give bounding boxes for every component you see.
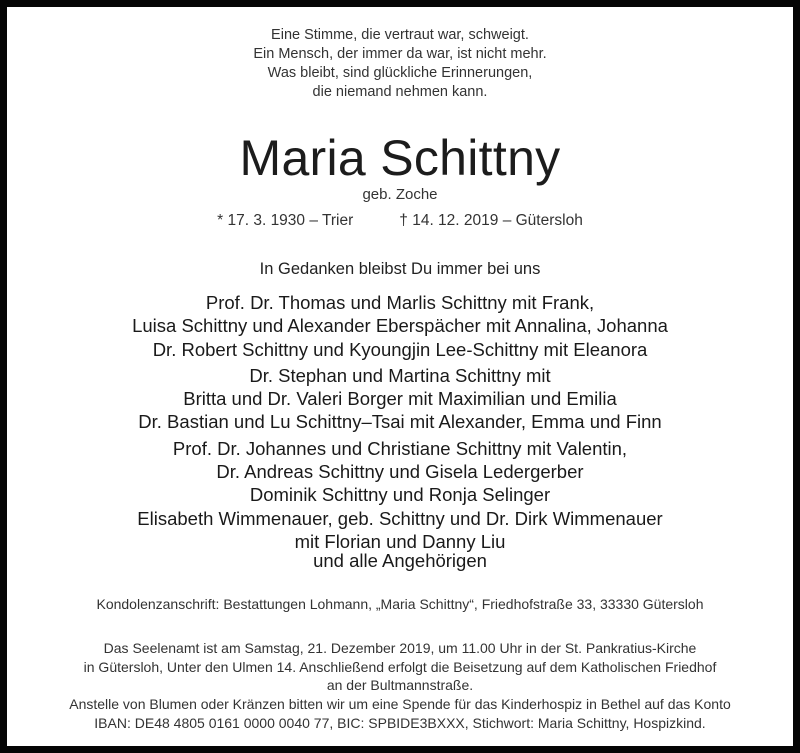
maiden-name: geb. Zoche <box>362 186 438 203</box>
remembrance-line: In Gedanken bleibst Du immer bei uns <box>259 260 541 278</box>
service-line: an der Bultmannstraße. <box>326 677 474 693</box>
deceased-name: Maria Schittny <box>239 130 561 186</box>
condolence-address: Kondolenzanschrift: Bestattungen Lohmann, „Maria Schittny“, Friedhofstraße 33, 33330 Gütersloh <box>96 596 704 612</box>
donation-line: IBAN: DE48 4805 0161 0000 0040 77, BIC: SPBIDE3BXXX, Stichwort: Maria Schittny, Hospizkind. <box>94 714 706 731</box>
mourner-line: Dr. Andreas Schittny und Gisela Ledergerber <box>216 461 584 483</box>
donation-info <box>7 695 793 732</box>
life-dates <box>7 210 793 232</box>
service-line: in Gütersloh, Unter den Ulmen 14. Anschließend erfolgt die Beisetzung auf dem Katholischen Friedhof <box>83 658 717 675</box>
poem-line: Was bleibt, sind glückliche Erinnerungen, <box>267 65 533 81</box>
poem-line: Ein Mensch, der immer da war, ist nicht mehr. <box>253 46 547 62</box>
memorial-poem <box>7 26 793 102</box>
relatives-line: und alle Angehörigen <box>313 550 487 571</box>
mourner-line: Elisabeth Wimmenauer, geb. Schittny und Dr. Dirk Wimmenauer <box>137 507 663 529</box>
mourner-line: Prof. Dr. Thomas und Marlis Schittny mit Frank, <box>205 292 595 313</box>
mourner-line: Dominik Schittny und Ronja Selinger <box>249 484 551 506</box>
mourner-line: Luisa Schittny und Alexander Eberspächer mit Annalina, Johanna <box>132 315 668 337</box>
service-line: Das Seelenamt ist am Samstag, 21. Dezember 2019, um 11.00 Uhr in der St. Pankratius-Kirche <box>103 640 697 656</box>
mourner-line: Prof. Dr. Johannes und Christiane Schittny mit Valentin, <box>172 437 628 459</box>
birth-date: * 17. 3. 1930 – Trier <box>217 212 354 229</box>
poem-line: Eine Stimme, die vertraut war, schweigt. <box>271 27 529 43</box>
mourner-line: Dr. Bastian und Lu Schittny–Tsai mit Alexander, Emma und Finn <box>138 411 662 433</box>
funeral-service-info <box>7 639 793 695</box>
mourner-line: Dr. Stephan und Martina Schittny mit <box>249 364 551 386</box>
mourner-line: mit Florian und Danny Liu <box>294 530 506 552</box>
death-date: † 14. 12. 2019 – Gütersloh <box>399 212 583 229</box>
mourner-line: Britta und Dr. Valeri Borger mit Maximilian und Emilia <box>183 388 617 410</box>
mourners-list <box>7 291 793 553</box>
donation-line: Anstelle von Blumen oder Kränzen bitten wir um eine Spende für das Kinderhospiz in Bethel auf das Konto <box>69 696 731 712</box>
mourner-line: Dr. Robert Schittny und Kyoungjin Lee-Schittny mit Eleanora <box>152 338 648 360</box>
poem-line: die niemand nehmen kann. <box>312 84 488 100</box>
